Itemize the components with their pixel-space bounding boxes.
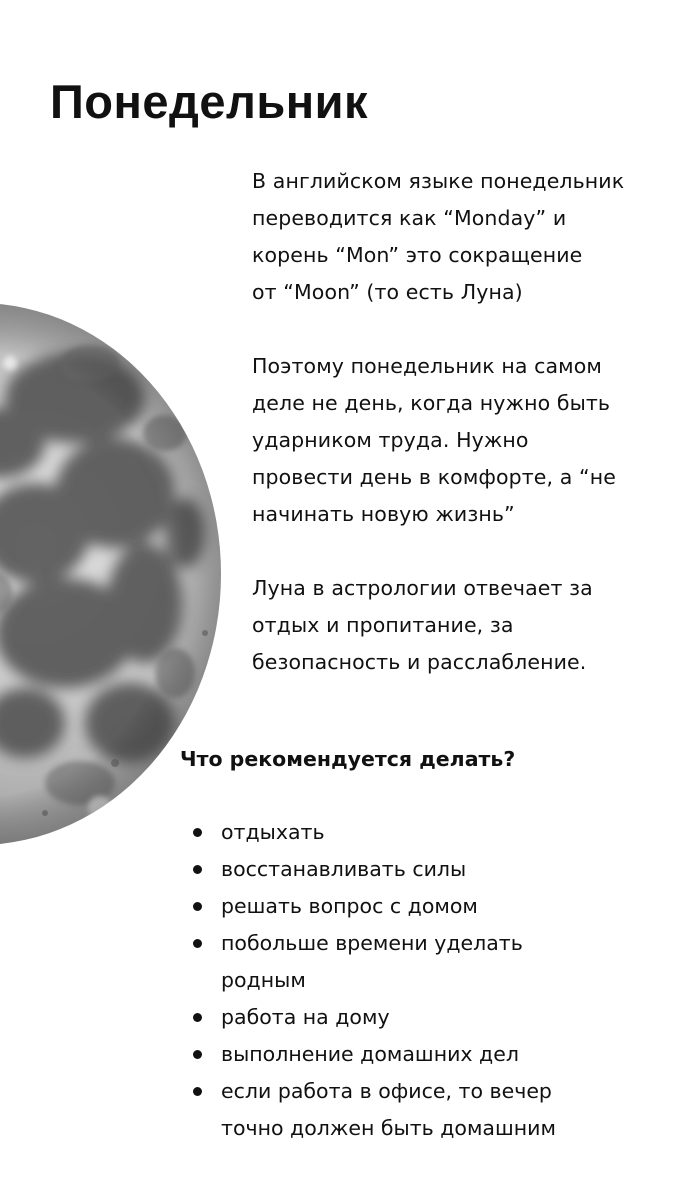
text-line: В английском языке понедельник: [252, 169, 625, 193]
text-line: деле не день, когда нужно быть: [252, 391, 611, 415]
list-item: [187, 888, 647, 925]
bullet-icon: [193, 902, 202, 911]
intro-text: [252, 163, 662, 718]
text-line: Поэтому понедельник на самом: [252, 354, 602, 378]
list-item: [187, 1036, 647, 1073]
bullet-icon: [193, 865, 202, 874]
text-line: провести день в комфорте, а “не: [252, 465, 616, 489]
text-line: ударником труда. Нужно: [252, 428, 529, 452]
list-item: [187, 851, 647, 888]
list-item-text: решать вопрос с домом: [221, 894, 478, 918]
intro-paragraph: [252, 570, 662, 681]
text-line: безопасность и расслабление.: [252, 650, 587, 674]
recommendations-list: [187, 814, 647, 1147]
list-item-text: выполнение домашних дел: [221, 1042, 519, 1066]
text-line: корень “Mon” это сокращение: [252, 243, 583, 267]
list-item-text: родным: [221, 968, 306, 992]
list-item: [187, 814, 647, 851]
list-item: [187, 925, 647, 999]
text-line: от “Moon” (то есть Луна): [252, 280, 523, 304]
page-title: Понедельник: [50, 75, 369, 128]
list-item-text: работа на дому: [221, 1005, 390, 1029]
list-item: [187, 999, 647, 1036]
intro-paragraph: [252, 348, 662, 533]
bullet-icon: [193, 1087, 202, 1096]
text-line: отдых и пропитание, за: [252, 613, 514, 637]
bullet-icon: [193, 939, 202, 948]
list-item-text: точно должен быть домашним: [221, 1116, 556, 1140]
recommendations-heading: Что рекомендуется делать?: [180, 747, 516, 771]
text-line: Луна в астрологии отвечает за: [252, 576, 593, 600]
list-item: [187, 1073, 647, 1147]
list-item-text: отдыхать: [221, 820, 325, 844]
text-line: начинать новую жизнь”: [252, 502, 515, 526]
bullet-icon: [193, 1050, 202, 1059]
bullet-icon: [193, 828, 202, 837]
list-item-text: если работа в офисе, то вечер: [221, 1079, 552, 1103]
bullet-icon: [193, 1013, 202, 1022]
list-item-text: восстанавливать силы: [221, 857, 467, 881]
list-item-text: побольше времени уделать: [221, 931, 523, 955]
intro-paragraph: [252, 163, 662, 311]
text-line: переводится как “Monday” и: [252, 206, 567, 230]
